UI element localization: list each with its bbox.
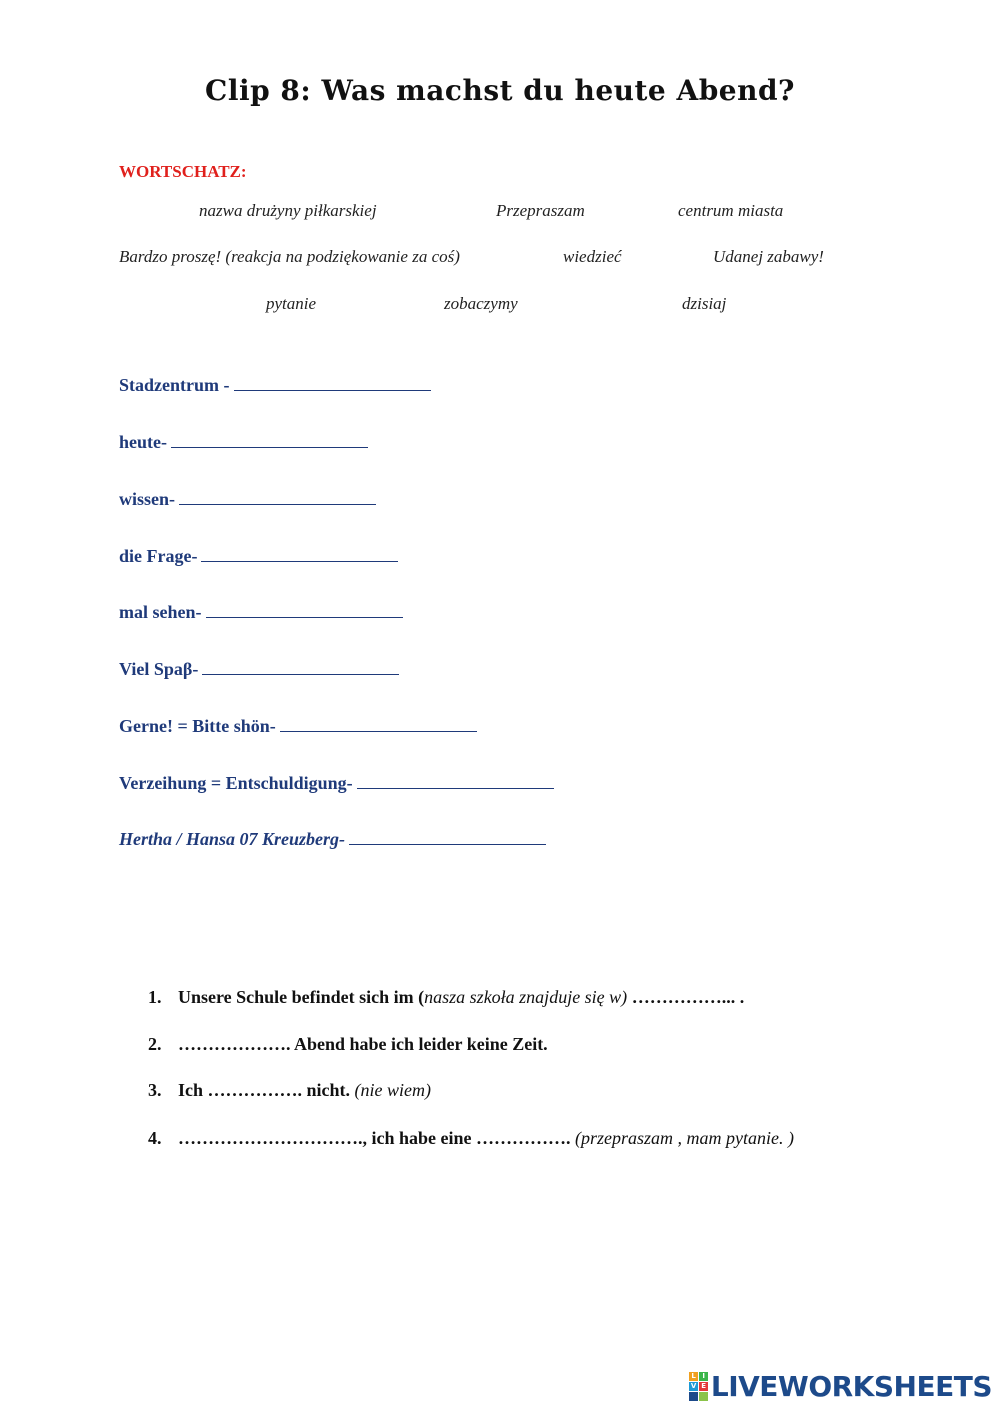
answer-blank[interactable] — [201, 560, 398, 562]
translation-row — [119, 829, 546, 850]
sentence-text: Unsere Schule befindet sich im — [178, 987, 419, 1007]
translation-term: wissen- — [119, 489, 176, 509]
vocab-word: dzisiaj — [682, 294, 727, 313]
liveworksheets-logo-icon: L I V E — [689, 1372, 708, 1401]
answer-blank[interactable] — [357, 787, 554, 789]
worksheet-title: Clip 8: Was machst du heute Abend? — [205, 74, 795, 107]
translation-row — [119, 716, 477, 737]
translation-row — [119, 773, 554, 794]
answer-blank[interactable] — [202, 673, 399, 675]
translation-row — [119, 602, 403, 623]
sentence-hint: (nie wiem) — [350, 1080, 431, 1100]
sentence-hint: nasza szkoła znajduje się w) — [424, 987, 628, 1007]
sentence-item — [148, 1034, 548, 1055]
item-number: 2. — [148, 1034, 162, 1054]
translation-term: Hertha / Hansa 07 Kreuzberg- — [119, 829, 346, 849]
item-number: 4. — [148, 1128, 162, 1148]
sentence-text[interactable]: Ich ……………. nicht. — [178, 1080, 351, 1100]
translation-row — [119, 489, 376, 510]
sentence-item — [148, 1080, 431, 1101]
answer-blank[interactable] — [349, 843, 546, 845]
answer-blank[interactable] — [179, 503, 376, 505]
item-number: 1. — [148, 987, 162, 1007]
sentence-item — [148, 987, 744, 1008]
translation-row — [119, 659, 399, 680]
vocabulary-heading: WORTSCHATZ: — [119, 162, 247, 181]
vocab-word: zobaczymy — [444, 294, 518, 313]
answer-blank[interactable] — [234, 389, 431, 391]
translation-term: Gerne! = Bitte shön- — [119, 716, 276, 736]
sentence-text[interactable]: ………………. Abend habe ich leider keine Zeit. — [178, 1034, 548, 1054]
translation-row — [119, 546, 398, 567]
sentence-hint: (przepraszam , mam pytanie. ) — [575, 1128, 794, 1148]
translation-term: Stadzentrum - — [119, 375, 230, 395]
sentence-paren: ( — [418, 987, 425, 1007]
translation-term: Viel Spaβ- — [119, 659, 199, 679]
translation-row — [119, 375, 431, 396]
translation-term: mal sehen- — [119, 602, 202, 622]
translation-row — [119, 432, 368, 453]
liveworksheets-logo-text: LIVEWORKSHEETS — [710, 1370, 992, 1403]
translation-term: heute- — [119, 432, 167, 452]
answer-blank[interactable] — [280, 730, 477, 732]
liveworksheets-logo — [689, 1370, 992, 1403]
vocab-word: centrum miasta — [678, 201, 784, 220]
translation-term: die Frage- — [119, 546, 198, 566]
sentence-gap[interactable]: ……………... . — [627, 987, 745, 1007]
vocab-word: Udanej zabawy! — [713, 247, 824, 266]
vocab-word: Przepraszam — [496, 201, 585, 220]
sentence-item — [148, 1128, 794, 1149]
vocab-word: nazwa drużyny piłkarskiej — [199, 201, 377, 220]
sentence-text[interactable]: …………………………., ich habe eine ……………. — [178, 1128, 576, 1148]
answer-blank[interactable] — [206, 616, 403, 618]
item-number: 3. — [148, 1080, 162, 1100]
vocab-word: pytanie — [266, 294, 317, 313]
translation-term: Verzeihung = Entschuldigung- — [119, 773, 353, 793]
answer-blank[interactable] — [171, 446, 368, 448]
vocab-word: Bardzo proszę! (reakcja na podziękowanie za coś) — [119, 247, 460, 266]
vocab-word: wiedzieć — [563, 247, 622, 266]
